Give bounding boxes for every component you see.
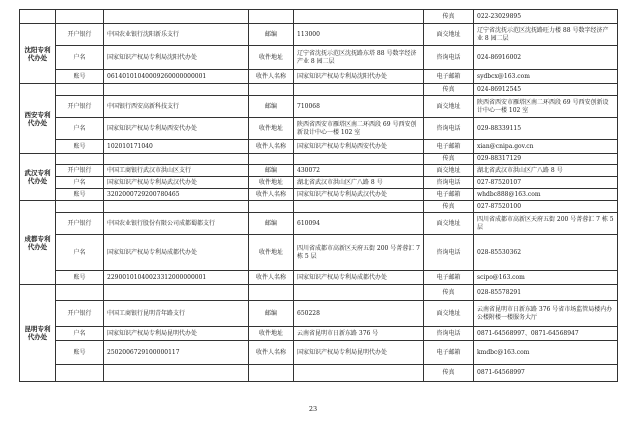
fax-value: 0871-64568997 — [474, 365, 618, 382]
recv-name-label: 收件人名称 — [249, 70, 294, 84]
submit-address-value: 四川省成都市高新区天府五街 200 号菁蓉汇 7 栋 5 层 — [474, 213, 618, 235]
account-label: 账号 — [56, 140, 104, 154]
recv-address-value: 陕西省西安市雁塔区南二环西段 69 号西安创新设计中心一楼 102 室 — [294, 118, 424, 140]
table-row — [20, 271, 618, 285]
table-row — [20, 301, 618, 327]
account-value: 102010171040 — [104, 140, 249, 154]
table-row — [20, 118, 618, 140]
table-row — [20, 154, 618, 165]
recv-address-value: 云南省昆明市日新东路 376 号 — [294, 327, 424, 341]
submit-address-label: 面交地址 — [424, 24, 474, 46]
holder-label: 户名 — [56, 235, 104, 271]
page-number: 23 — [308, 405, 318, 413]
table-row — [20, 84, 618, 96]
bank-label: 开户银行 — [56, 96, 104, 118]
table-row — [20, 213, 618, 235]
bank-label: 开户银行 — [56, 24, 104, 46]
table-row — [20, 177, 618, 189]
table-row — [20, 140, 618, 154]
submit-address-label: 面交地址 — [424, 96, 474, 118]
holder-label: 户名 — [56, 118, 104, 140]
recv-address-value: 四川省成都市高新区天府五街 200 号菁蓉汇 7 栋 5 层 — [294, 235, 424, 271]
table-row — [20, 165, 618, 177]
recv-name-label: 收件人名称 — [249, 189, 294, 201]
table-row — [20, 96, 618, 118]
email-label: 电子邮箱 — [424, 140, 474, 154]
fax-label: 传真 — [424, 84, 474, 96]
postcode-value: 430072 — [294, 165, 424, 177]
tel-value: 0871-64568997、0871-64568947 — [474, 327, 618, 341]
submit-address-value: 辽宁省沈抚示范区沈抚路旺力楼 88 号数字经济产业 8 园二层 — [474, 24, 618, 46]
bank-value: 中国农业银行沈阳新乐支行 — [104, 24, 249, 46]
tel-label: 咨询电话 — [424, 327, 474, 341]
table-row — [20, 10, 618, 24]
holder-value: 国家知识产权局专利局沈阳代办处 — [104, 46, 249, 70]
recv-address-value: 辽宁省沈抚示范区沈抚路东塔 88 号数字经济产业 8 园二层 — [294, 46, 424, 70]
postcode-label: 邮编 — [249, 96, 294, 118]
submit-address-value: 云南省昆明市日新东路 376 号省市场监管局楼内办公楼附楼一楼服务大厅 — [474, 301, 618, 327]
recv-address-value: 湖北省武汉市洪山区广八路 8 号 — [294, 177, 424, 189]
postcode-label: 邮编 — [249, 165, 294, 177]
submit-address-value: 湖北省武汉市洪山区广八路 8 号 — [474, 165, 618, 177]
bank-value: 中国银行西安高新科技支行 — [104, 96, 249, 118]
fax-label: 传真 — [424, 154, 474, 165]
fax-label: 传真 — [424, 10, 474, 24]
table-row — [20, 70, 618, 84]
fax-value: 027-87520100 — [474, 201, 618, 213]
tel-value: 028-85530362 — [474, 235, 618, 271]
tel-value: 027-87520107 — [474, 177, 618, 189]
recv-name-value: 国家知识产权局专利局武汉代办处 — [294, 189, 424, 201]
account-label: 账号 — [56, 341, 104, 365]
tel-label: 咨询电话 — [424, 46, 474, 70]
office-name: 昆明专利代办处 — [20, 285, 56, 382]
fax-label: 传真 — [424, 201, 474, 213]
table-row — [20, 285, 618, 301]
tel-value: 029-88339115 — [474, 118, 618, 140]
agency-info-table — [19, 9, 618, 382]
email-label: 电子邮箱 — [424, 189, 474, 201]
fax-value: 029-88317129 — [474, 154, 618, 165]
email-value: whdbc888@163.com — [474, 189, 618, 201]
office-name: 武汉专利代办处 — [20, 154, 56, 201]
holder-value: 国家知识产权局专利局昆明代办处 — [104, 327, 249, 341]
recv-name-label: 收件人名称 — [249, 271, 294, 285]
email-value: sydbcx@163.com — [474, 70, 618, 84]
recv-name-value: 国家知识产权局专利局沈阳代办处 — [294, 70, 424, 84]
bank-value: 中国工商银行武汉市洪山区支行 — [104, 165, 249, 177]
postcode-label: 邮编 — [249, 24, 294, 46]
email-label: 电子邮箱 — [424, 271, 474, 285]
recv-address-label: 收件地址 — [249, 327, 294, 341]
tel-label: 咨询电话 — [424, 235, 474, 271]
bank-label: 开户银行 — [56, 213, 104, 235]
email-value: xian@cnipa.gov.cn — [474, 140, 618, 154]
postcode-value: 113000 — [294, 24, 424, 46]
recv-address-label: 收件地址 — [249, 118, 294, 140]
fax-label: 传真 — [424, 365, 474, 382]
fax-value: 028-85578291 — [474, 285, 618, 301]
table-row — [20, 189, 618, 201]
holder-value: 国家知识产权局专利局武汉代办处 — [104, 177, 249, 189]
fax-value: 022-23029895 — [474, 10, 618, 24]
account-label: 账号 — [56, 70, 104, 84]
holder-label: 户名 — [56, 327, 104, 341]
account-label: 账号 — [56, 271, 104, 285]
holder-label: 户名 — [56, 46, 104, 70]
account-value: 22900101040023312000000001 — [104, 271, 249, 285]
recv-name-label: 收件人名称 — [249, 140, 294, 154]
recv-address-label: 收件地址 — [249, 235, 294, 271]
table-row — [20, 24, 618, 46]
submit-address-value: 陕西省西安市雁塔区南二环西段 69 号西安创新设计中心一楼 102 室 — [474, 96, 618, 118]
account-value: 2502006729100000117 — [104, 341, 249, 365]
holder-label: 户名 — [56, 177, 104, 189]
recv-address-label: 收件地址 — [249, 46, 294, 70]
table-row — [20, 341, 618, 365]
recv-address-label: 收件地址 — [249, 177, 294, 189]
postcode-value: 710068 — [294, 96, 424, 118]
bank-label: 开户银行 — [56, 301, 104, 327]
postcode-value: 650228 — [294, 301, 424, 327]
bank-label: 开户银行 — [56, 165, 104, 177]
holder-value: 国家知识产权局专利局西安代办处 — [104, 118, 249, 140]
postcode-label: 邮编 — [249, 301, 294, 327]
tel-label: 咨询电话 — [424, 177, 474, 189]
table-row — [20, 327, 618, 341]
submit-address-label: 面交地址 — [424, 165, 474, 177]
bank-value: 中国工商银行昆明青年路支行 — [104, 301, 249, 327]
recv-name-value: 国家知识产权局专利局成都代办处 — [294, 271, 424, 285]
table-row — [20, 201, 618, 213]
postcode-value: 610094 — [294, 213, 424, 235]
submit-address-label: 面交地址 — [424, 213, 474, 235]
postcode-label: 邮编 — [249, 213, 294, 235]
submit-address-label: 面交地址 — [424, 301, 474, 327]
tel-value: 024-86916002 — [474, 46, 618, 70]
recv-name-label: 收件人名称 — [249, 341, 294, 365]
email-value: kmdbc@163.com — [474, 341, 618, 365]
account-label: 账号 — [56, 189, 104, 201]
email-value: scipo@163.com — [474, 271, 618, 285]
email-label: 电子邮箱 — [424, 341, 474, 365]
account-value: 3202000729200780465 — [104, 189, 249, 201]
fax-label: 传真 — [424, 285, 474, 301]
table-row — [20, 235, 618, 271]
fax-value: 024-86912545 — [474, 84, 618, 96]
table-row — [20, 46, 618, 70]
account-value: 06140101040009260000000001 — [104, 70, 249, 84]
office-name: 西安专利代办处 — [20, 84, 56, 154]
office-name: 沈阳专利代办处 — [20, 24, 56, 84]
office-name: 成都专利代办处 — [20, 201, 56, 285]
recv-name-value: 国家知识产权局专利局昆明代办处 — [294, 341, 424, 365]
table-row — [20, 365, 618, 382]
bank-value: 中国农业银行股份有限公司成都蜀都支行 — [104, 213, 249, 235]
holder-value: 国家知识产权局专利局成都代办处 — [104, 235, 249, 271]
tel-label: 咨询电话 — [424, 118, 474, 140]
recv-name-value: 国家知识产权局专利局西安代办处 — [294, 140, 424, 154]
email-label: 电子邮箱 — [424, 70, 474, 84]
